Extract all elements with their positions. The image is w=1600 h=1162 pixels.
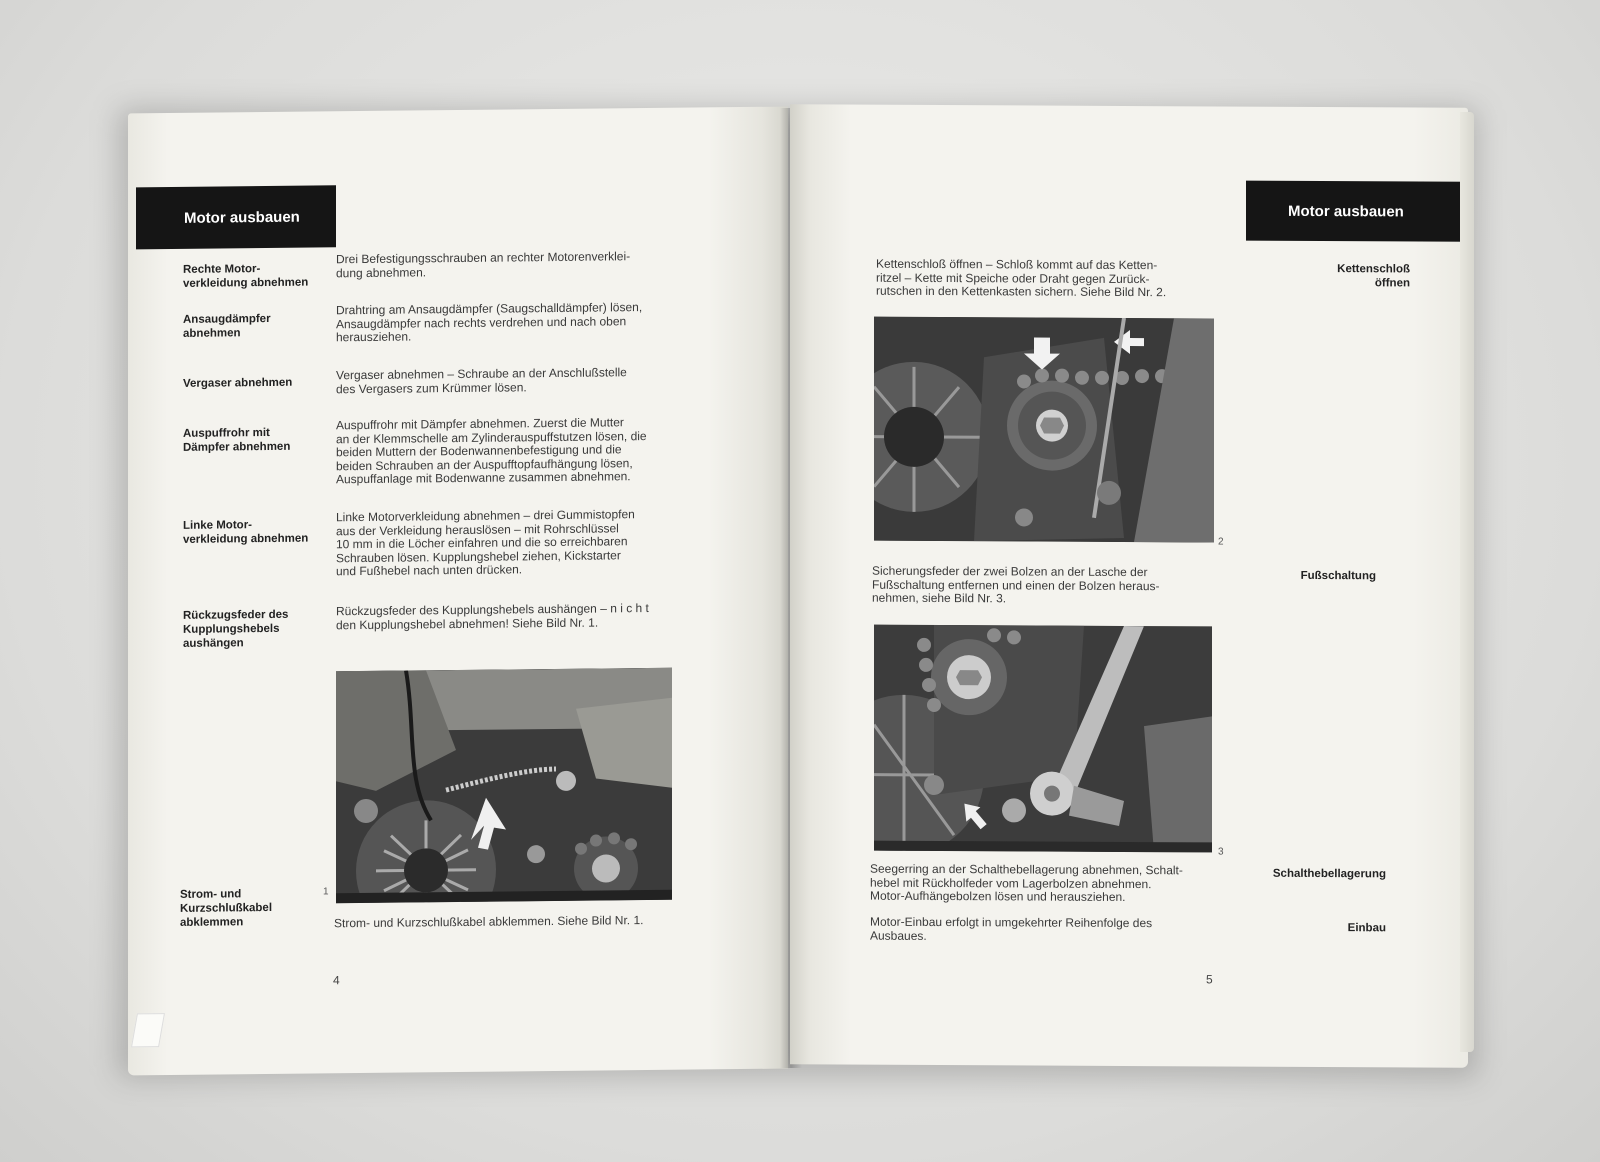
text-auspuffrohr: Auspuffrohr mit Dämpfer abnehmen. Zuerst die Mutter an der Klemmschelle am Zylinderauspuffstutzen lösen, die beiden Muttern der Bodenwannenbefestigung und die beiden Schrauben an der Auspufftopfaufhängung lösen, Auspuffanlage mit Bodenwanne zusammen abnehmen. — [336, 415, 647, 487]
text-ansaugdaempfer: Drahtring am Ansaugdämpfer (Saugschalldämpfer) lösen, Ansaugdämpfer nach rechts verdrehen und nach oben herausziehen. — [336, 300, 643, 345]
label-vergaser: Vergaser abnehmen — [183, 376, 293, 390]
right-page-number: 5 — [1206, 972, 1213, 987]
text-rueckzugsfeder: Rückzugsfeder des Kupplungshebels aushängen – n i c h t den Kupplungshebel abnehmen! Siehe Bild Nr. 1. — [336, 601, 649, 632]
right-page-banner — [1246, 181, 1468, 242]
label-rueckzugsfeder: Rückzugsfeder des Kupplungshebels aushängen — [183, 608, 289, 650]
figure-1-photo — [336, 668, 672, 904]
figure-2-photo — [874, 317, 1214, 543]
text-einbau: Motor-Einbau erfolgt in umgekehrter Reihenfolge des Ausbaues. — [870, 914, 1153, 943]
torn-corner — [131, 1013, 165, 1047]
text-kettenschloss: Kettenschloß öffnen – Schloß kommt auf das Ketten- ritzel – Kette mit Speiche oder Draht gegen Zurück- rutschen in den Kettenkasten sichern. Siehe Bild Nr. 2. — [876, 256, 1167, 300]
label-einbau: Einbau — [1347, 922, 1386, 935]
text-fussschaltung: Sicherungsfeder der zwei Bolzen an der Lasche der Fußschaltung entfernen und einen der Bolzen heraus- nehmen, siehe Bild Nr. 3. — [872, 563, 1160, 606]
label-auspuffrohr: Auspuffrohr mit Dämpfer abnehmen — [183, 426, 291, 454]
figure-3-photo — [874, 625, 1212, 853]
booklet-edge — [1460, 112, 1474, 1052]
text-schalthebellagerung: Seegerring an der Schalthebellagerung abnehmen, Schalt- hebel mit Rückholfeder vom Lagerbolzen abnehmen. Motor-Aufhängebolzen lösen und herausziehen. — [870, 861, 1183, 904]
figure-1-number: 1 — [323, 886, 329, 898]
right-banner-title: Motor ausbauen — [1288, 202, 1404, 220]
label-rechte-motorverkleidung: Rechte Motor- verkleidung abnehmen — [183, 263, 309, 290]
label-strom-kurzschlusskabel: Strom- und Kurzschlußkabel abklemmen — [180, 888, 273, 929]
text-strom-kurzschlusskabel: Strom- und Kurzschlußkabel abklemmen. Siehe Bild Nr. 1. — [334, 913, 644, 931]
figure-2-number: 2 — [1218, 536, 1224, 548]
figure-3-number: 3 — [1218, 846, 1224, 858]
label-linke-motorverkleidung: Linke Motor- verkleidung abnehmen — [183, 519, 309, 546]
text-rechte-motorverkleidung: Drei Befestigungsschrauben an rechter Motorenverklei- dung abnehmen. — [336, 249, 631, 280]
left-page — [128, 107, 788, 1076]
left-banner-title: Motor ausbauen — [184, 208, 300, 227]
text-vergaser: Vergaser abnehmen – Schraube an der Anschlußstelle des Vergasers zum Krümmer lösen. — [336, 365, 627, 396]
label-ansaugdaempfer: Ansaugdämpfer abnehmen — [183, 312, 271, 340]
right-page — [790, 104, 1468, 1068]
left-page-banner — [136, 185, 336, 249]
left-page-number: 4 — [333, 973, 340, 988]
text-linke-motorverkleidung: Linke Motorverkleidung abnehmen – drei Gummistopfen aus der Verkleidung herauslösen – mit Rohrschlüssel 10 mm in die Löcher einfahren und die so erreichbaren Schrauben lösen. Kupplungshebel ziehen, Kickstarter und Fußhebel nach unten drücken. — [336, 507, 635, 579]
label-kettenschloss: Kettenschloß öffnen — [1337, 263, 1410, 290]
label-schalthebellagerung: Schalthebellagerung — [1272, 867, 1386, 881]
label-fussschaltung: Fußschaltung — [1300, 569, 1376, 583]
